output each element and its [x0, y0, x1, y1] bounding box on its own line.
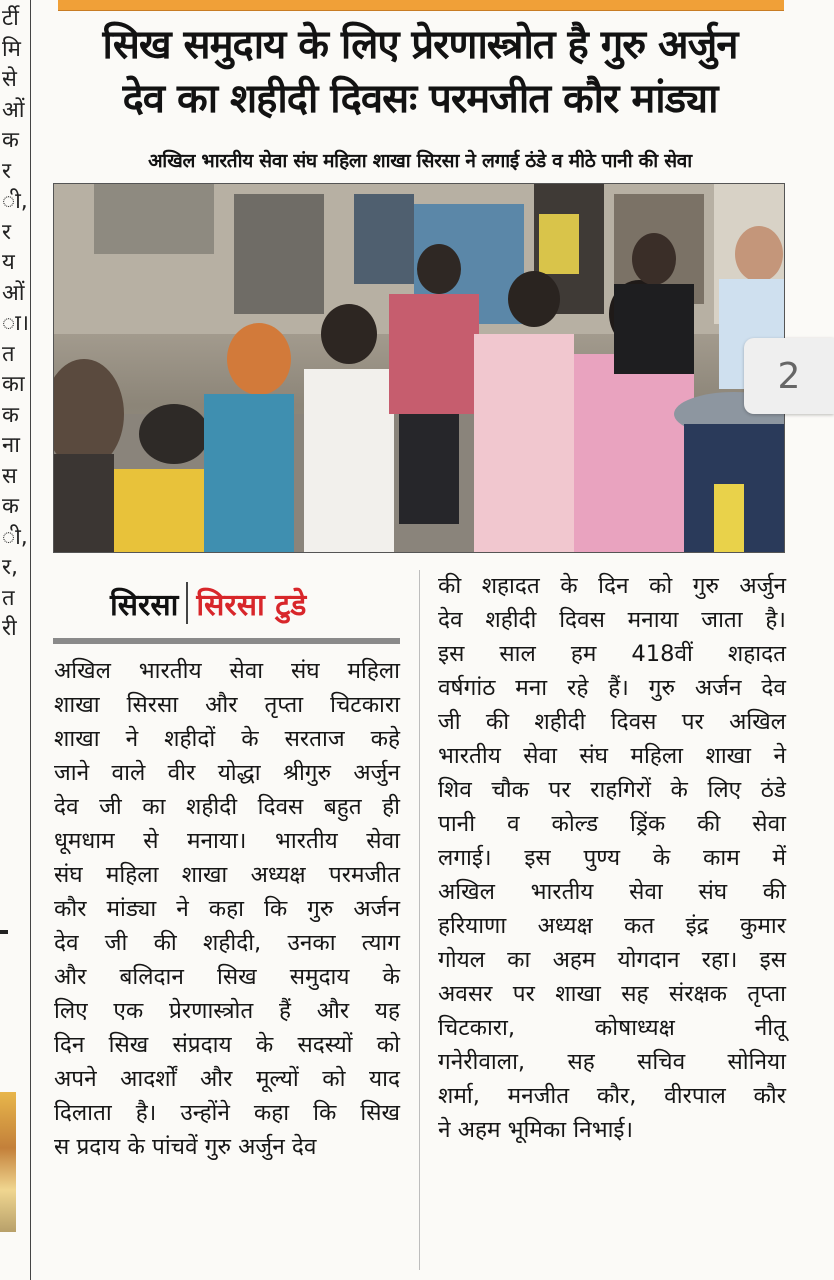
article-line: अखिल भारतीय सेवा संघ महिला [54, 658, 400, 684]
adjacent-text-fragment: स [2, 463, 17, 489]
dateline-brand: सिरसा टुडे [196, 587, 307, 623]
article-line: इस साल हम 418वीं शहादत [438, 641, 786, 667]
article-line: ने अहम भूमिका निभाई। [438, 1117, 634, 1143]
headline-line-2: देव का शहीदी दिवसः परमजीत कौर मांड्या [122, 76, 718, 122]
next-article-cutoff [40, 1268, 820, 1280]
article-line: अवसर पर शाखा सह संरक्षक तृप्ता [438, 981, 786, 1007]
adjacent-text-fragment: ओं [2, 97, 25, 123]
article-line: देव शहीदी दिवस मनाया जाता है। [438, 607, 786, 633]
article-line: गनेरीवाला, सह सचिव सोनिया [438, 1049, 786, 1075]
article-line: शिव चौक पर राहगिरों के लिए ठंडे [438, 777, 786, 803]
dateline-separator [186, 582, 188, 624]
adjacent-text-fragment: ा। [2, 311, 30, 336]
article-line: धूमधाम से मनाया। भारतीय सेवा [54, 828, 400, 854]
adjacent-mark [0, 930, 8, 934]
adjacent-text-fragment: क [2, 402, 19, 428]
article-line: चिटकारा, कोषाध्यक्ष नीतू [438, 1015, 786, 1041]
article-line: और बलिदान सिख समुदाय के [54, 964, 400, 990]
headline [48, 18, 792, 126]
article-line: वर्षगांठ मना रहे हैं। गुरु अर्जन देव [438, 675, 786, 701]
adjacent-text-fragment: मि [2, 36, 21, 62]
dateline-city: सिरसा [110, 587, 179, 623]
adjacent-text-fragment: ी, [2, 524, 28, 550]
adjacent-text-fragment: ी, [2, 189, 28, 214]
article-column-1 [54, 654, 400, 1164]
adjacent-text-fragment: र [2, 158, 11, 184]
article-line: देव जी की शहीदी, उनका त्याग [54, 930, 400, 956]
adjacent-text-fragment: ना [2, 433, 20, 458]
adjacent-text-fragment: त [2, 341, 15, 367]
article-line: दिन सिख संप्रदाय के सदस्यों को [54, 1032, 400, 1058]
column-divider [419, 570, 420, 1270]
article-line: हरियाणा अध्यक्ष कत इंद्र कुमार [438, 913, 786, 939]
article-column-2 [438, 569, 786, 1147]
adjacent-text-fragment: र [2, 219, 11, 245]
article-line: लगाई। इस पुण्य के काम में [438, 845, 786, 871]
headline-line-1: सिख समुदाय के लिए प्रेरणास्त्रोत है गुरु अर्जुन [102, 22, 738, 68]
article-line: शर्मा, मनजीत कौर, वीरपाल कौर [438, 1083, 786, 1109]
top-accent-bar [58, 0, 784, 11]
news-photo-illustration [54, 184, 785, 553]
adjacent-text-fragment: री [2, 616, 17, 641]
news-photo [53, 183, 785, 553]
article-line: जी की शहीदी दिवस पर अखिल [438, 709, 786, 735]
page-number-badge[interactable]: 2 [744, 338, 834, 414]
adjacent-text-fragment: क [2, 494, 19, 519]
article-line: भारतीय सेवा संघ महिला शाखा ने [438, 743, 786, 769]
article-line: दिलाता है। उन्होंने कहा कि सिख [54, 1100, 400, 1126]
adjacent-photo-fragment [0, 1092, 16, 1232]
article-line: शाखा सिरसा और तृप्ता चिटकारा [54, 692, 400, 718]
article-line: शाखा ने शहीदों के सरताज कहे [54, 726, 400, 752]
adjacent-text-fragment: र्टी [2, 6, 19, 31]
dateline [110, 578, 400, 628]
article-line: पानी व कोल्ड ड्रिंक की सेवा [438, 811, 786, 837]
adjacent-text-fragment: क [2, 128, 19, 153]
adjacent-text-fragment: का [2, 372, 25, 397]
adjacent-text-fragment: से [2, 67, 17, 92]
subheadline: अखिल भारतीय सेवा संघ महिला शाखा सिरसा ने लगाई ठंडे व मीठे पानी की सेवा [148, 150, 692, 172]
article-line: गोयल का अहम योगदान रहा। इस [438, 947, 786, 973]
adjacent-column-fragment [0, 0, 31, 1280]
article-line: अखिल भारतीय सेवा संघ की [438, 879, 786, 905]
article-line: जाने वाले वीर योद्धा श्रीगुरु अर्जुन [54, 760, 400, 786]
article-line: लिए एक प्रेरणास्त्रोत हैं और यह [54, 998, 400, 1024]
adjacent-text-fragment: ओं [2, 280, 25, 306]
article-line: स प्रदाय के पांचवें गुरु अर्जुन देव [54, 1134, 317, 1160]
article-line: की शहादत के दिन को गुरु अर्जुन [438, 573, 786, 599]
article-line: कौर मांड्या ने कहा कि गुरु अर्जन [54, 896, 400, 922]
adjacent-text-fragment: र, [2, 555, 18, 580]
article-line: देव जी का शहीदी दिवस बहुत ही [54, 794, 400, 820]
dateline-rule [53, 638, 400, 644]
adjacent-text-fragment: त [2, 585, 15, 611]
article-line: अपने आदर्शों और मूल्यों को याद [54, 1066, 400, 1092]
article-line: संघ महिला शाखा अध्यक्ष परमजीत [54, 862, 400, 888]
adjacent-text-fragment: य [2, 250, 15, 275]
